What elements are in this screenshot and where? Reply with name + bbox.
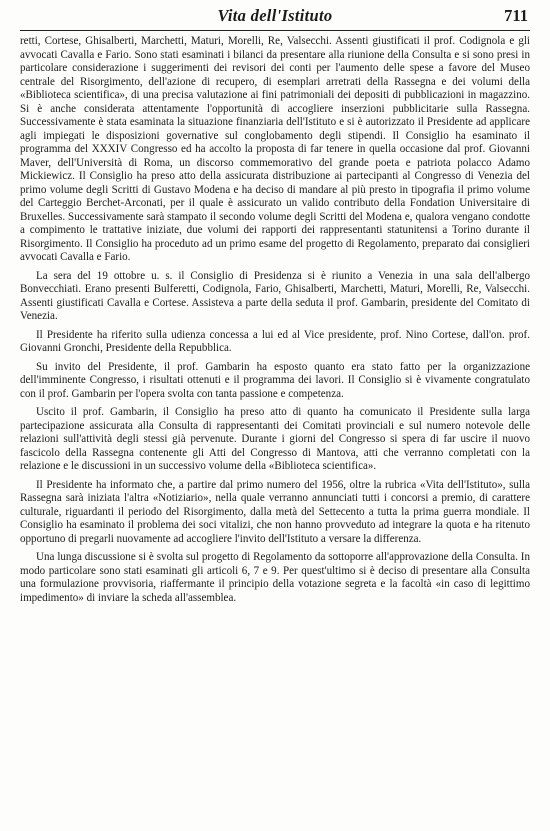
paragraph-7: Una lunga discussione si è svolta sul progetto di Regolamento da sottoporre all'approvazione della Consulta. In modo particolare sono stati esaminati gli articoli 6, 7 e 9. Per quest'ultimo si è deciso di presentare alla Consulta una formulazione provvisoria, riaffermante il principio della votazione segreta e la facoltà «in caso di legittimo impedimento» di inviare la scheda all'assemblea. — [20, 551, 530, 604]
paragraph-3: Il Presidente ha riferito sulla udienza concessa a lui ed al Vice presidente, prof. Nino Cortese, dall'on. prof. Giovanni Gronchi, Presidente della Repubblica. — [20, 328, 530, 354]
paragraph-1: retti, Cortese, Ghisalberti, Marchetti, Maturi, Morelli, Re, Valsecchi. Assenti giustificati il prof. Codignola e gli avvocati Cavalla e Fario. Sono stati esaminati i bilanci da presentare alla riunione della Consulta e si sono presi in particolare considerazione i suggerimenti dei revisori dei conti per l'aumento delle spese a favore del Museo centrale del Risorgimento, dell'azione di recupero, di esemplari arretrati della Rassegna e dei volumi della «Biblioteca scientifica», di una precisa valutazione ai fini patrimoniali dei depositi di pubblicazioni in magazzino. Si è anche considerata attentamente l'opportunità di accogliere inserzioni pubblicitarie sulla Rassegna. Successivamente è stata esaminata la situazione finanziaria dell'Istituto e si è autorizzato il Presidente ad applicare agli impiegati le disposizioni governative sul conglobamento degli stipendi. Il Consiglio ha esaminato il programma del XXXIV Congresso ed ha accolto la proposta di far tenere in quella occasione dal prof. Giovanni Maver, dell'Università di Roma, un discorso commemorativo del grande poeta e patriota polacco Adamo Mickiewicz. Il Consiglio ha preso atto della assicurata distribuzione ai partecipanti al Congresso di Venezia del primo volume degli Scritti di Gustavo Modena e ha deciso di mandare al più presto in tipografia il primo volume del Carteggio Berchet-Arconati, per il quale è assicurato un valido contributo della Fondation Universitaire di Bruxelles. Successivamente sarà stampato il secondo volume degli Scritti del Modena e, qualora vengano condotte a compimento le trattative iniziate, due volumi dei rapporti dei rappresentanti statunitensi a Torino durante il Risorgimento. Il Consiglio ha proceduto ad un primo esame del progetto di Regolamento, preparato dai consiglieri avvocati Cavalla e Fario. — [20, 35, 530, 263]
page-number: 711 — [504, 6, 528, 25]
running-title: Vita dell'Istituto — [217, 6, 333, 25]
paragraph-2: La sera del 19 ottobre u. s. il Consiglio di Presidenza si è riunito a Venezia in una sala dell'albergo Bonvecchiati. Erano presenti Bulferetti, Codignola, Fario, Ghisalberti, Marchetti, Maturi, Morelli, Re, Valsecchi. Assenti giustificati Cavalla e Cortese. Assisteva a parte della seduta il prof. Gambarin, presidente del Comitato di Venezia. — [20, 269, 530, 322]
page-header — [20, 4, 530, 31]
paragraph-4: Su invito del Presidente, il prof. Gambarin ha esposto quanto era stato fatto per la organizzazione dell'imminente Congresso, i risultati ottenuti e il programma dei lavori. Il Consiglio si è vivamente congratulato con il prof. Gambarin per l'opera svolta con tanta passione e competenza. — [20, 360, 530, 400]
paragraph-5: Uscito il prof. Gambarin, il Consiglio ha preso atto di quanto ha comunicato il Presidente sulla larga partecipazione assicurata alla Consulta di rappresentanti dei Comitati provinciali e sul numero notevole delle relazioni sull'attività degli stessi già pervenute. Durante i giorni del Congresso si spera di far uscire il nuovo fascicolo della Rassegna contenente gli Atti del Congresso di Mantova, atti che verranno completati con la relazione e le discussioni in un successivo volume della «Biblioteca scientifica». — [20, 406, 530, 472]
body-text — [20, 35, 530, 605]
paragraph-6: Il Presidente ha informato che, a partire dal primo numero del 1956, oltre la rubrica «Vita dell'Istituto», sulla Rassegna sarà iniziata l'altra «Notiziario», nella quale verranno annunciati tutti i concorsi a premio, di carattere culturale, riguardanti il periodo del Risorgimento, dalla metà del Settecento a tutta la prima guerra mondiale. Il Consiglio ha esaminato il problema dei soci vitalizi, che non hanno provveduto ad integrare la quota e ha ritenuto opportuno di pregarli nuovamente ad accogliere l'invito dell'Istituto a versare la differenza. — [20, 478, 530, 545]
